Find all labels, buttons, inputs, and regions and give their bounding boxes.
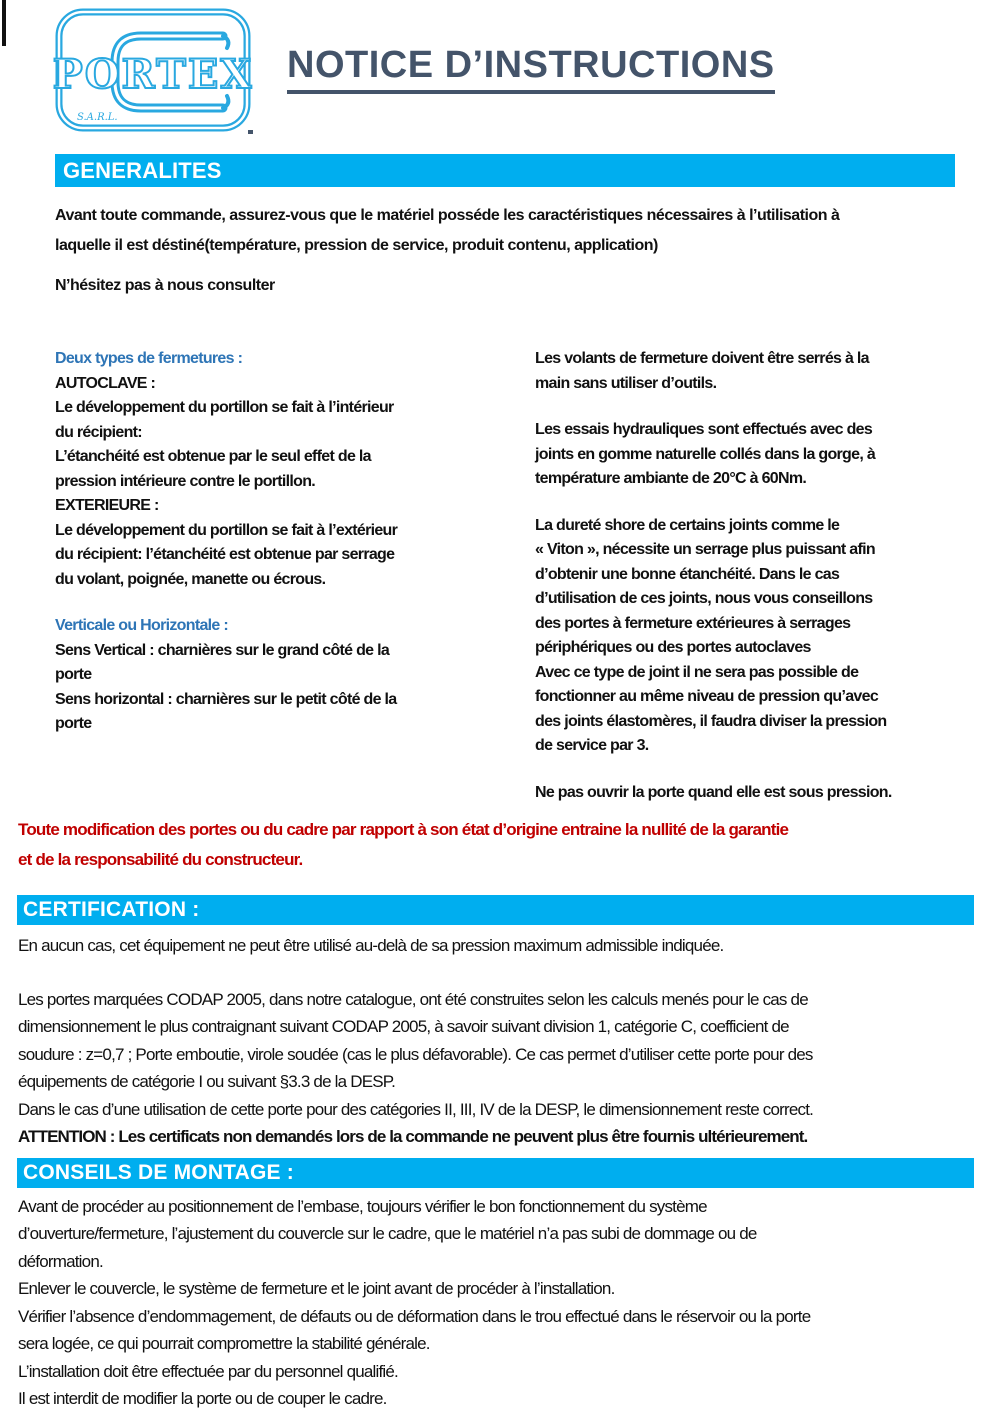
text-line: porte — [55, 715, 92, 732]
fermetures-text — [55, 372, 525, 593]
text-line: du récipient: — [55, 423, 142, 441]
text-line: Le développement du portillon se fait à l’intérieur — [55, 399, 394, 416]
text-line: du volant, poignée, manette ou écrous. — [55, 570, 326, 588]
text-line: La dureté shore de certains joints comme le — [535, 516, 840, 534]
text-line: main sans utiliser d’outils. — [535, 374, 717, 392]
text-line: Les volants de fermeture doivent être serrés à la — [535, 350, 869, 367]
text-line: EXTERIEURE : — [55, 497, 159, 514]
text-line: AUTOCLAVE : — [55, 374, 156, 392]
portex-logo — [52, 8, 255, 136]
text-line: joints en gomme naturelle collés dans la gorge, à — [535, 445, 876, 463]
intro-paragraph — [55, 201, 960, 261]
text-line: Les essais hydrauliques sont effectués avec des — [535, 421, 873, 438]
text-line: Avant de procéder au positionnement de l’embase, toujours vérifier le bon fonctionnement du système — [18, 1196, 707, 1216]
text-line: et de la responsabilité du constructeur. — [18, 850, 303, 869]
portex-logo-icon — [52, 8, 255, 136]
text-line: L’étanchéité est obtenue par le seul effet de la — [55, 448, 371, 465]
logo-brand-text: PORTEX — [52, 51, 254, 98]
text-line: Dans le cas d’une utilisation de cette porte pour des catégories II, III, IV de la DESP, le dimensionnement reste correct. — [18, 1099, 814, 1119]
text-line: Avec ce type de joint il ne sera pas possible de — [535, 663, 859, 681]
warranty-warning-text — [18, 815, 983, 875]
certification-intro: En aucun cas, cet équipement ne peut être utilisé au-delà de sa pression maximum admissible indiquée. — [18, 936, 724, 955]
text-line: pression intérieure contre le portillon. — [55, 472, 316, 490]
scan-artifact — [2, 0, 6, 46]
montage-banner: CONSEILS DE MONTAGE : — [17, 1158, 974, 1188]
text-line: Avant toute commande, assurez-vous que le matériel posséde les caractéristiques nécessaires à l’utilisation à — [55, 207, 840, 224]
generalites-columns — [55, 347, 960, 805]
left-column — [55, 347, 525, 805]
text-line: équipements de catégorie I ou suivant §3.3 de la DESP. — [18, 1072, 396, 1091]
text-line: Sens horizontal : charnières sur le petit côté de la — [55, 690, 397, 708]
volants-paragraph — [535, 347, 960, 396]
right-column — [535, 347, 960, 805]
text-line: d’ouverture/fermeture, l’ajustement du couvercle sur le cadre, que le matériel n’a pas subi de dommage ou de — [18, 1224, 757, 1243]
text-line: Enlever le couvercle, le système de fermeture et le joint avant de procéder à l’installation. — [18, 1279, 615, 1298]
montage-paragraph — [18, 1193, 983, 1413]
text-line: déformation. — [18, 1251, 103, 1271]
certification-banner: CERTIFICATION : — [17, 895, 974, 925]
text-line: Toute modification des portes ou du cadre par rapport à son état d’origine entraine la nullité de la garantie — [18, 820, 789, 839]
text-line: « Viton », nécessite un serrage plus puissant afin — [535, 541, 875, 558]
text-line: soudure : z=0,7 ; Porte emboutie, virole soudée (cas le plus défavorable). Ce cas permet d’utiliser cette porte pour des — [18, 1044, 813, 1064]
text-line: d’utilisation de ces joints, nous vous conseillons — [535, 590, 873, 607]
text-line: L’installation doit être effectuée par du personnel qualifié. — [18, 1361, 398, 1381]
text-line: fonctionner au même niveau de pression qu’avec — [535, 688, 879, 705]
text-line: de service par 3. — [535, 737, 649, 754]
heading-fermetures: Deux types de fermetures : — [55, 350, 243, 367]
text-line: Le développement du portillon se fait à l’extérieur — [55, 521, 398, 539]
text-line: Sens Vertical : charnières sur le grand côté de la — [55, 641, 390, 659]
pression-warning-line: Ne pas ouvrir la porte quand elle est sous pression. — [535, 783, 892, 801]
codap-paragraph — [18, 986, 983, 1124]
text-line: dimensionnement le plus contraignant suivant CODAP 2005, à savoir suivant division 1, catégorie C, coefficient de — [18, 1017, 789, 1036]
page-header — [0, 0, 1000, 140]
heading-orientation: Verticale ou Horizontale : — [55, 617, 228, 634]
orientation-text — [55, 639, 525, 737]
essais-paragraph — [535, 418, 960, 492]
text-line: température ambiante de 20°C à 60Nm. — [535, 470, 807, 487]
durete-paragraph — [535, 514, 960, 759]
text-line: Vérifier l’absence d’endommagement, de défauts ou de déformation dans le trou effectué dans le réservoir ou la porte — [18, 1306, 811, 1326]
generalites-banner: GENERALITES — [55, 154, 955, 187]
text-line: porte — [55, 666, 92, 683]
text-line: des portes à fermeture extérieures à serrages — [535, 614, 851, 632]
consult-line: N’hésitez pas à nous consulter — [55, 277, 275, 294]
text-line: d’obtenir une bonne étanchéité. Dans le cas — [535, 565, 840, 583]
text-line: périphériques ou des portes autoclaves — [535, 639, 811, 656]
text-line: Les portes marquées CODAP 2005, dans notre catalogue, ont été construites selon les calculs menés pour le cas de — [18, 989, 808, 1009]
title-wrap — [287, 44, 775, 94]
attention-line: ATTENTION : Les certificats non demandés lors de la commande ne peuvent plus être fournis ultérieurement. — [18, 1127, 808, 1146]
text-line: du récipient: l’étanchéité est obtenue par serrage — [55, 546, 395, 563]
text-line: laquelle il est déstiné(température, pression de service, produit contenu, application) — [55, 237, 658, 254]
text-line: des joints élastomères, il faudra diviser la pression — [535, 712, 887, 730]
text-line: Il est interdit de modifier la porte ou de couper le cadre. — [18, 1389, 387, 1408]
text-line: sera logée, ce qui pourrait compromettre la stabilité générale. — [18, 1334, 430, 1353]
page-title: NOTICE D’INSTRUCTIONS — [287, 44, 775, 94]
logo-subtext: S.A.R.L. — [77, 112, 118, 123]
